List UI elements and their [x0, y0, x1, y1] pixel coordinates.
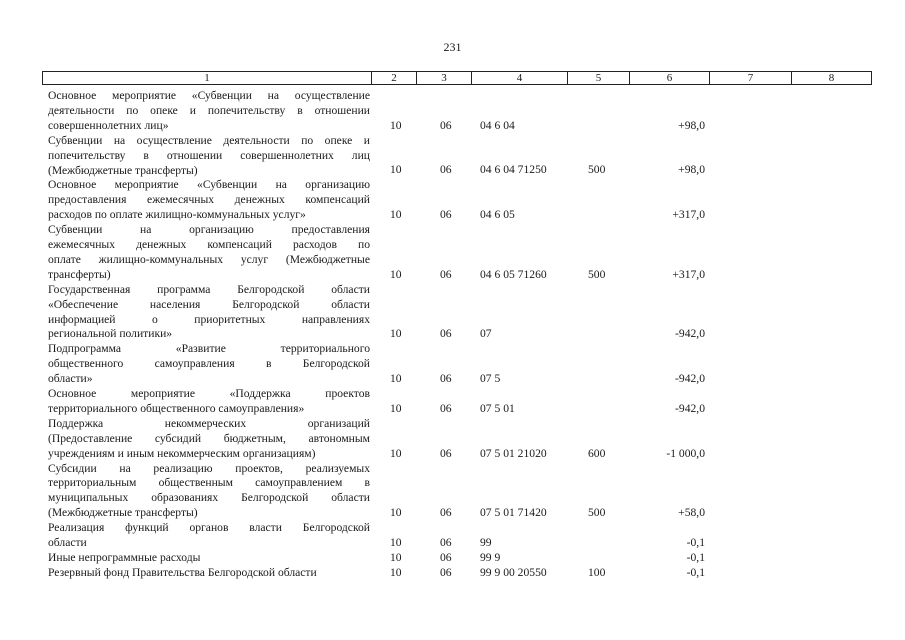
cell-col-5: 500 — [588, 506, 606, 520]
description-line: региональной политики» — [48, 327, 173, 341]
row-description — [48, 342, 370, 387]
cell-col-3: 06 — [440, 327, 452, 341]
cell-col-2: 10 — [390, 208, 402, 222]
cell-col-5: 500 — [588, 267, 606, 281]
cell-col-6: -942,0 — [675, 401, 705, 415]
description-line: попечительству в отношении совершеннолетних лиц — [48, 148, 370, 162]
row-description — [48, 551, 370, 566]
cell-col-4: 07 — [480, 327, 492, 341]
cell-col-6: -0,1 — [686, 565, 705, 579]
description-line: территориального общественного самоуправления» — [48, 401, 305, 415]
header-col-3: 3 — [416, 72, 471, 84]
cell-col-4: 07 5 — [480, 372, 501, 386]
table-header — [42, 71, 872, 85]
row-description — [48, 283, 370, 343]
cell-col-4: 07 5 01 — [480, 401, 515, 415]
cell-col-4: 99 9 — [480, 550, 501, 564]
header-col-2: 2 — [371, 72, 416, 84]
cell-col-3: 06 — [440, 163, 452, 177]
cell-col-6: +317,0 — [672, 267, 705, 281]
description-line: области — [48, 536, 87, 549]
description-line: информацией о приоритетных направлениях — [48, 312, 370, 326]
cell-col-4: 04 6 04 71250 — [480, 163, 547, 177]
row-description — [48, 566, 370, 581]
cell-col-2: 10 — [390, 372, 402, 386]
description-line: Субвенции на осуществление деятельности по опеке и — [48, 133, 370, 147]
description-line: Поддержка некоммерческих организаций — [48, 416, 370, 430]
row-description — [48, 387, 370, 417]
cell-col-3: 06 — [440, 208, 452, 222]
row-description — [48, 134, 370, 179]
cell-col-6: -0,1 — [686, 535, 705, 549]
cell-col-2: 10 — [390, 118, 402, 132]
cell-col-3: 06 — [440, 506, 452, 520]
description-line: деятельности по опеке и попечительству в отношении — [48, 103, 370, 117]
cell-col-4: 04 6 05 71260 — [480, 267, 547, 281]
row-description — [48, 178, 370, 223]
cell-col-4: 99 9 00 20550 — [480, 565, 547, 579]
cell-col-2: 10 — [390, 550, 402, 564]
description-line: Подпрограмма «Развитие территориального — [48, 342, 370, 356]
description-line: трансферты) — [48, 267, 111, 281]
cell-col-6: -942,0 — [675, 372, 705, 386]
description-line: области» — [48, 372, 93, 386]
description-line: (Предоставление субсидий бюджетным, автономным — [48, 431, 370, 445]
cell-col-2: 10 — [390, 327, 402, 341]
cell-col-2: 10 — [390, 446, 402, 460]
cell-col-2: 10 — [390, 267, 402, 281]
cell-col-6: -1 000,0 — [666, 446, 705, 460]
cell-col-6: +58,0 — [678, 506, 705, 520]
description-line: территориальным общественным самоуправлением в — [48, 476, 370, 490]
description-line: (Межбюджетные трансферты) — [48, 506, 198, 520]
header-col-7: 7 — [709, 72, 791, 84]
cell-col-2: 10 — [390, 565, 402, 579]
description-line: общественного самоуправления в Белгородской — [48, 357, 370, 371]
cell-col-3: 06 — [440, 372, 452, 386]
cell-col-5: 600 — [588, 446, 606, 460]
cell-col-5: 500 — [588, 163, 606, 177]
row-description — [48, 521, 370, 551]
description-line: предоставления ежемесячных денежных компенсаций — [48, 193, 370, 207]
cell-col-2: 10 — [390, 535, 402, 549]
header-col-5: 5 — [567, 72, 629, 84]
cell-col-3: 06 — [440, 535, 452, 549]
description-line: учреждениям и иным некоммерческим организациям) — [48, 446, 316, 460]
cell-col-6: -0,1 — [686, 550, 705, 564]
cell-col-6: -942,0 — [675, 327, 705, 341]
cell-col-3: 06 — [440, 401, 452, 415]
cell-col-4: 04 6 04 — [480, 118, 515, 132]
description-line: Реализация функций органов власти Белгородской — [48, 521, 370, 535]
row-description — [48, 462, 370, 522]
cell-col-4: 04 6 05 — [480, 208, 515, 222]
cell-col-3: 06 — [440, 267, 452, 281]
row-description — [48, 417, 370, 462]
header-col-8: 8 — [791, 72, 871, 84]
description-line: муниципальных образованиях Белгородской области — [48, 491, 370, 505]
description-line: Субсидии на реализацию проектов, реализуемых — [48, 461, 370, 475]
description-line: Государственная программа Белгородской области — [48, 282, 370, 296]
description-line: оплате жилищно-коммунальных услуг (Межбюджетные — [48, 252, 370, 266]
cell-col-3: 06 — [440, 565, 452, 579]
cell-col-3: 06 — [440, 446, 452, 460]
cell-col-2: 10 — [390, 506, 402, 520]
cell-col-4: 99 — [480, 535, 492, 549]
cell-col-6: +98,0 — [678, 163, 705, 177]
header-col-6: 6 — [629, 72, 709, 84]
description-line: Иные непрограммные расходы — [48, 550, 201, 564]
header-col-1: 1 — [204, 72, 210, 84]
cell-col-2: 10 — [390, 401, 402, 415]
cell-col-4: 07 5 01 71420 — [480, 506, 547, 520]
description-line: Основное мероприятие «Субвенции на организацию — [48, 178, 370, 192]
cell-col-4: 07 5 01 21020 — [480, 446, 547, 460]
page-number: 231 — [443, 40, 462, 54]
cell-col-3: 06 — [440, 550, 452, 564]
description-line: расходов по оплате жилищно-коммунальных услуг» — [48, 208, 306, 222]
description-line: совершеннолетних лиц» — [48, 118, 169, 132]
cell-col-6: +98,0 — [678, 118, 705, 132]
cell-col-3: 06 — [440, 118, 452, 132]
row-description — [48, 89, 370, 134]
cell-col-5: 100 — [588, 565, 606, 579]
description-line: ежемесячных денежных компенсаций расходов по — [48, 238, 370, 251]
description-line: Субвенции на организацию предоставления — [48, 223, 370, 237]
description-line: «Обеспечение населения Белгородской области — [48, 297, 370, 311]
description-line: Основное мероприятие «Поддержка проектов — [48, 387, 370, 400]
cell-col-2: 10 — [390, 163, 402, 177]
header-col-4: 4 — [471, 72, 567, 84]
description-line: Основное мероприятие «Субвенции на осуществление — [48, 89, 370, 102]
description-line: (Межбюджетные трансферты) — [48, 163, 198, 177]
description-line: Резервный фонд Правительства Белгородской области — [48, 565, 317, 579]
cell-col-6: +317,0 — [672, 208, 705, 222]
row-description — [48, 223, 370, 283]
